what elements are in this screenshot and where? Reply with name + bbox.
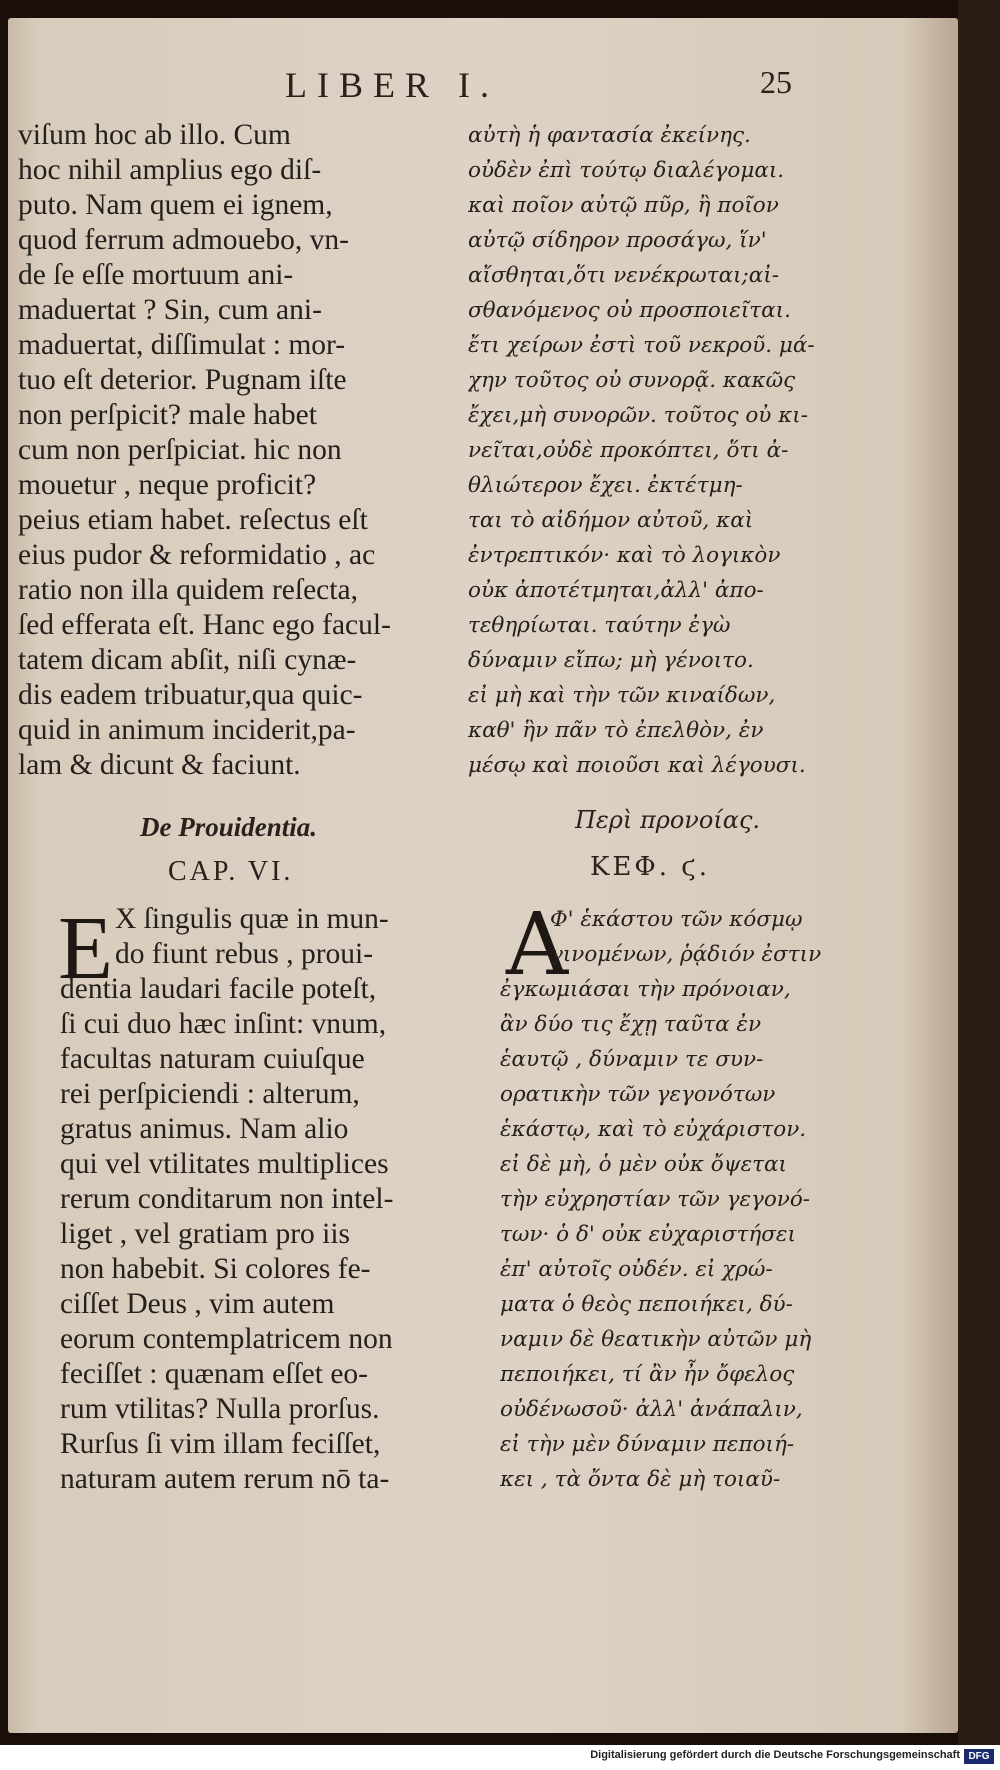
text-line: καθ' ἣν πᾶν τὸ ἐπελθὸν, ἐν [468,718,764,743]
text-line: qui vel vtilitates multiplices [60,1148,389,1180]
text-line: τεθηρίωται. ταύτην ἐγὼ [468,613,731,638]
text-line: τὴν εὐχρηστίαν τῶν γεγονό- [500,1187,811,1212]
text-line: peius etiam habet. reſectus eſt [18,504,368,536]
running-head-title: LIBER I. [285,65,499,105]
text-line: maduertat, diſſimulat : mor- [18,329,346,361]
text-line: νεῖται,οὐδὲ προκόπτει, ὅτι ἀ- [468,438,789,463]
text-line: puto. Nam quem ei ignem, [18,189,333,221]
text-line: lam & dicunt & faciunt. [18,749,301,781]
text-line: ciſſet Deus , vim autem [60,1288,335,1320]
text-line: rerum conditarum non intel- [60,1183,394,1215]
text-line: ναμιν δὲ θεατικὴν αὐτῶν μὴ [500,1327,812,1352]
text-line: eius pudor & reformidatio , ac [18,539,376,571]
text-line: ἐγκωμιάσαι τὴν πρόνοιαν, [500,977,791,1002]
greek-column-top [468,118,848,783]
text-line: αὐτὴ ἡ φαντασία ἐκείνης. [468,123,751,148]
text-line: feciſſet : quænam eſſet eo- [60,1358,368,1390]
text-line: ratio non illa quidem reſecta, [18,574,358,606]
text-line: liget , vel gratiam pro iis [60,1218,351,1250]
text-line: quid in animum inciderit,pa- [18,714,356,746]
text-line: non habebit. Si colores fe- [60,1253,371,1285]
text-line: de ſe eſſe mortuum ani- [18,259,294,291]
text-line: tuo eſt deterior. Pugnam iſte [18,364,347,396]
page-number: 25 [760,64,792,100]
text-line: tatem dicam abſit, niſi cynæ- [18,644,357,676]
drop-cap-greek: Α [506,895,569,995]
chapter-heading-greek: ΚΕΦ. ϛ. [590,852,711,882]
book-edge [958,0,1000,1745]
latin-column-bottom [58,899,480,1497]
text-line: ἐπ' αὐτοῖς οὐδέν. εἰ χρώ- [500,1257,773,1282]
footer-credit: Digitalisierung gefördert durch die Deutsche Forschungsgemeinschaft [590,1749,960,1761]
latin-column-top [18,118,448,783]
text-line: δύναμιν εἴπω; μὴ γένοιτο. [468,648,754,673]
text-line: χην τοῦτος οὐ συνορᾷ. κακῶς [468,368,796,393]
text-line: ται τὸ αἰδήμον αὐτοῦ, καὶ [468,508,754,533]
text-line: οὐδὲν ἐπὶ τούτῳ διαλέγομαι. [468,158,785,183]
text-line: eorum contemplatricem non [60,1323,393,1355]
text-line: rei perſpiciendi : alterum, [60,1078,360,1110]
chapter-heading-latin: CAP. VI. [168,856,294,887]
text-line: gratus animus. Nam alio [60,1113,349,1145]
dfg-logo: DFG [964,1749,994,1764]
text-line: maduertat ? Sin, cum ani- [18,294,322,326]
text-line: ματα ὁ θεὸς πεποιήκει, δύ- [500,1292,793,1317]
text-line: πεποιήκει, τί ἂν ἦν ὄφελος [500,1362,795,1387]
text-line: ſed efferata eſt. Hanc ego facul- [18,609,391,641]
text-line: ἑαυτῷ , δύναμιν τε συν- [500,1047,764,1072]
text-line: γινομένων, ῥᾴδιόν ἐστιν [550,942,822,967]
text-line: viſum hoc ab illo. Cum [18,119,291,151]
drop-cap-latin: E [58,899,113,998]
text-line: ἔτι χείρων ἐστὶ τοῦ νεκροῦ. μά- [468,333,815,358]
text-line: ἑκάστῳ, καὶ τὸ εὐχάριστον. [500,1117,807,1142]
text-line: naturam autem rerum nō ta- [60,1463,390,1495]
text-line: quod ferrum admouebo, vn- [18,224,349,256]
text-line: θλιώτερον ἔχει. ἐκτέτμη- [468,473,743,498]
text-line: non perſpicit? male habet [18,399,317,431]
text-line: οὐδένωσοῦ· ἀλλ' ἀνάπαλιν, [500,1397,803,1422]
text-line: σθανόμενος οὐ προσποιεῖται. [468,298,791,323]
text-line: αἴσθηται,ὅτι νενέκρωται;αἰ- [468,263,780,288]
text-line: μέσῳ καὶ ποιοῦσι καὶ λέγουσι. [468,753,806,778]
text-line: dentia laudari facile poteſt, [60,973,377,1005]
text-line: ἔχει,μὴ συνορῶν. τοῦτος οὐ κι- [468,403,808,428]
greek-column-bottom [500,895,860,1497]
footer-bar [0,1745,1000,1770]
text-line: εἰ μὴ καὶ τὴν τῶν κιναίδων, [468,683,776,708]
text-line: ſi cui duo hæc inſint: vnum, [60,1008,387,1040]
text-line: facultas naturam cuiuſque [60,1043,365,1075]
text-line: κει , τὰ ὄντα δὲ μὴ τοιαῦ- [500,1467,781,1492]
text-line: rum vtilitas? Nulla prorſus. [60,1393,380,1425]
text-line: των· ὁ δ' οὐκ εὐχαριστήσει [500,1222,796,1247]
text-line: ορατικὴν τῶν γεγονότων [500,1082,776,1107]
text-line: ἐντρεπτικόν· καὶ τὸ λογικὸν [468,543,781,568]
text-line: Rurſus ſi vim illam feciſſet, [60,1428,381,1460]
text-line: mouetur , neque proficit? [18,469,317,501]
text-line: εἰ τὴν μὲν δύναμιν πεποιή- [500,1432,795,1457]
text-line: αὐτῷ σίδηρον προσάγω, ἵν' [468,228,767,253]
text-line: Φ' ἑκάστου τῶν κόσμῳ [550,907,803,932]
section-heading-latin: De Prouidentia. [140,812,318,842]
text-line: X ſingulis quæ in mun- [115,903,389,935]
text-line: dis eadem tribuatur,qua quic- [18,679,363,711]
text-line: καὶ ποῖον αὐτῷ πῦρ, ἢ ποῖον [468,193,779,218]
text-line: hoc nihil amplius ego diſ- [18,154,322,186]
text-line: do fiunt rebus , proui- [115,938,374,970]
running-head [250,52,792,105]
text-line: οὐκ ἀποτέτμηται,ἀλλ' ἀπο- [468,578,764,603]
text-line: εἰ δὲ μὴ, ὁ μὲν οὐκ ὄψεται [500,1152,787,1177]
text-line: ἂν δύο τις ἔχῃ ταῦτα ἐν [500,1012,762,1037]
section-heading-greek: Περὶ προνοίας. [575,806,761,834]
text-line: cum non perſpiciat. hic non [18,434,342,466]
